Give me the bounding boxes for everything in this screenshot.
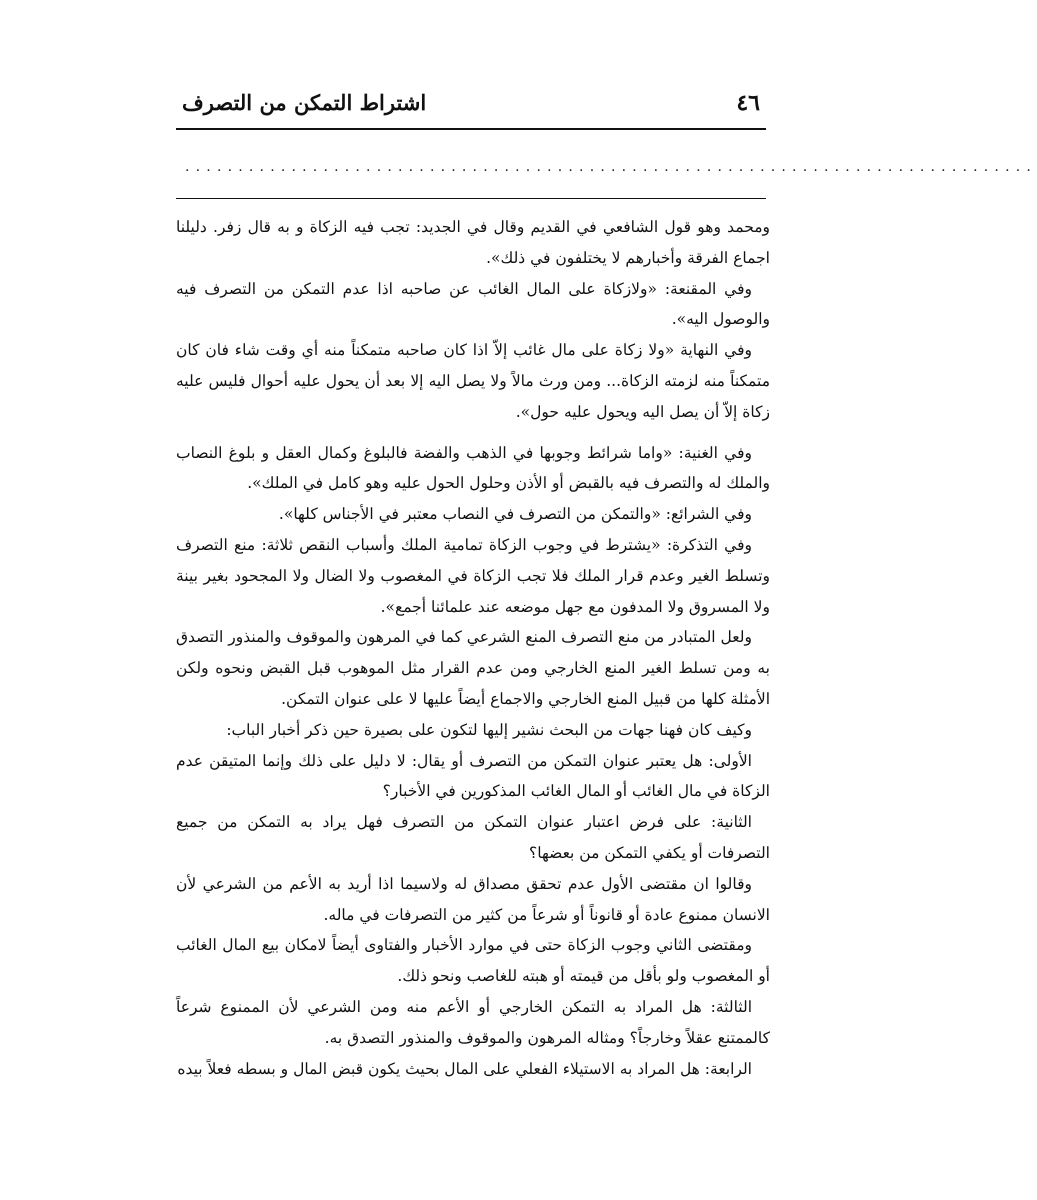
paragraph: ومحمد وهو قول الشافعي في القديم وقال في الجديد: تجب فيه الزكاة و به قال زفر. دليلنا اجماع الفرقة وأخبارهم لا يختلفون في ذلك». [176,218,770,267]
paragraph: وفي النهاية «ولا زكاة على مال غائب إلاّ اذا كان صاحبه متمكناً منه أي وقت شاء فان كان متمكناً منه لزمته الزكاة... ومن ورث مالاً ولا يصل اليه إلا بعد أن يحول عليه أحوال فليس عليه زكاة إلاّ أن يصل اليه ويحول عليه حول». [176,341,770,421]
dot-leader: ................................................................................ [185,159,1037,175]
paragraph: وقالوا ان مقتضى الأول عدم تحقق مصداق له ولاسيما اذا أريد به الأعم من الشرعي لأن الانسان ممنوع عادة أو قانوناً أو شرعاً من كثير من التصرفات في ماله. [176,874,770,924]
paragraph: وفي المقنعة: «ولازكاة على المال الغائب عن صاحبه اذا عدم التمكن من التصرف فيه والوصول اليه». [176,279,770,329]
page-header [176,88,766,130]
paragraph: وفي الشرائع: «والتمكن من التصرف في النصاب معتبر في الأجناس كلها». [278,505,752,524]
paragraph: الثانية: على فرض اعتبار عنوان التمكن من التصرف فهل يراد به التمكن من جميع التصرفات أو يكفي التمكن من بعضها؟ [176,813,770,862]
paragraph: ومقتضى الثاني وجوب الزكاة حتى في موارد الأخبار والفتاوى أيضاً لامكان بيع المال الغائب أو المغصوب ولو بأقل من قيمته أو هبته للغاصب ونحو ذلك. [176,936,770,986]
body-text [176,212,770,1084]
page-number: ٤٦ [736,90,760,116]
paragraph: وفي التذكرة: «يشترط في وجوب الزكاة تمامية الملك وأسباب النقص ثلاثة: منع التصرف وتسلط الغير وعدم قرار الملك فلا تجب الزكاة في المغصوب ولا الضال ولا المجحود بغير بينة ولا المسروق ولا المدفون مع جهل موضعه عند علمائنا أجمع». [176,535,770,616]
header-rule [176,198,766,199]
paragraph: الرابعة: هل المراد به الاستيلاء الفعلي على المال بحيث يكون قبض المال و بسطه فعلاً بيده [177,1059,752,1078]
paragraph: الأولى: هل يعتبر عنوان التمكن من التصرف أو يقال: لا دليل على ذلك وإنما المتيقن عدم الزكاة في مال الغائب أو المال الغائب المذكورين في الأخبار؟ [176,751,770,801]
running-title: اشتراط التمكن من التصرف [182,90,427,115]
paragraph: وكيف كان فهنا جهات من البحث نشير إليها لتكون على بصيرة حين ذكر أخبار الباب: [226,720,752,739]
paragraph: الثالثة: هل المراد به التمكن الخارجي أو الأعم منه ومن الشرعي لأن الممنوع شرعاً كالممتنع عقلاً وخارجاً؟ ومثاله المرهون والموقوف والمنذور التصدق به. [176,997,770,1047]
paragraph: ولعل المتبادر من منع التصرف المنع الشرعي كما في المرهون والموقوف والمنذور التصدق به ومن تسلط الغير المنع الخارجي ومن عدم القرار مثل الموهوب قبل القبض ونحوه ولكن الأمثلة كلها من قبيل المنع الخارجي والاجماع أيضاً عليها لا على عنوان التمكن. [176,628,770,708]
paragraph: وفي الغنية: «واما شرائط وجوبها في الذهب والفضة فالبلوغ وكمال العقل و بلوغ النصاب والملك له والتصرف فيه بالقبض أو الأذن وحلول الحول عليه وهو كامل في الملك». [176,443,770,493]
